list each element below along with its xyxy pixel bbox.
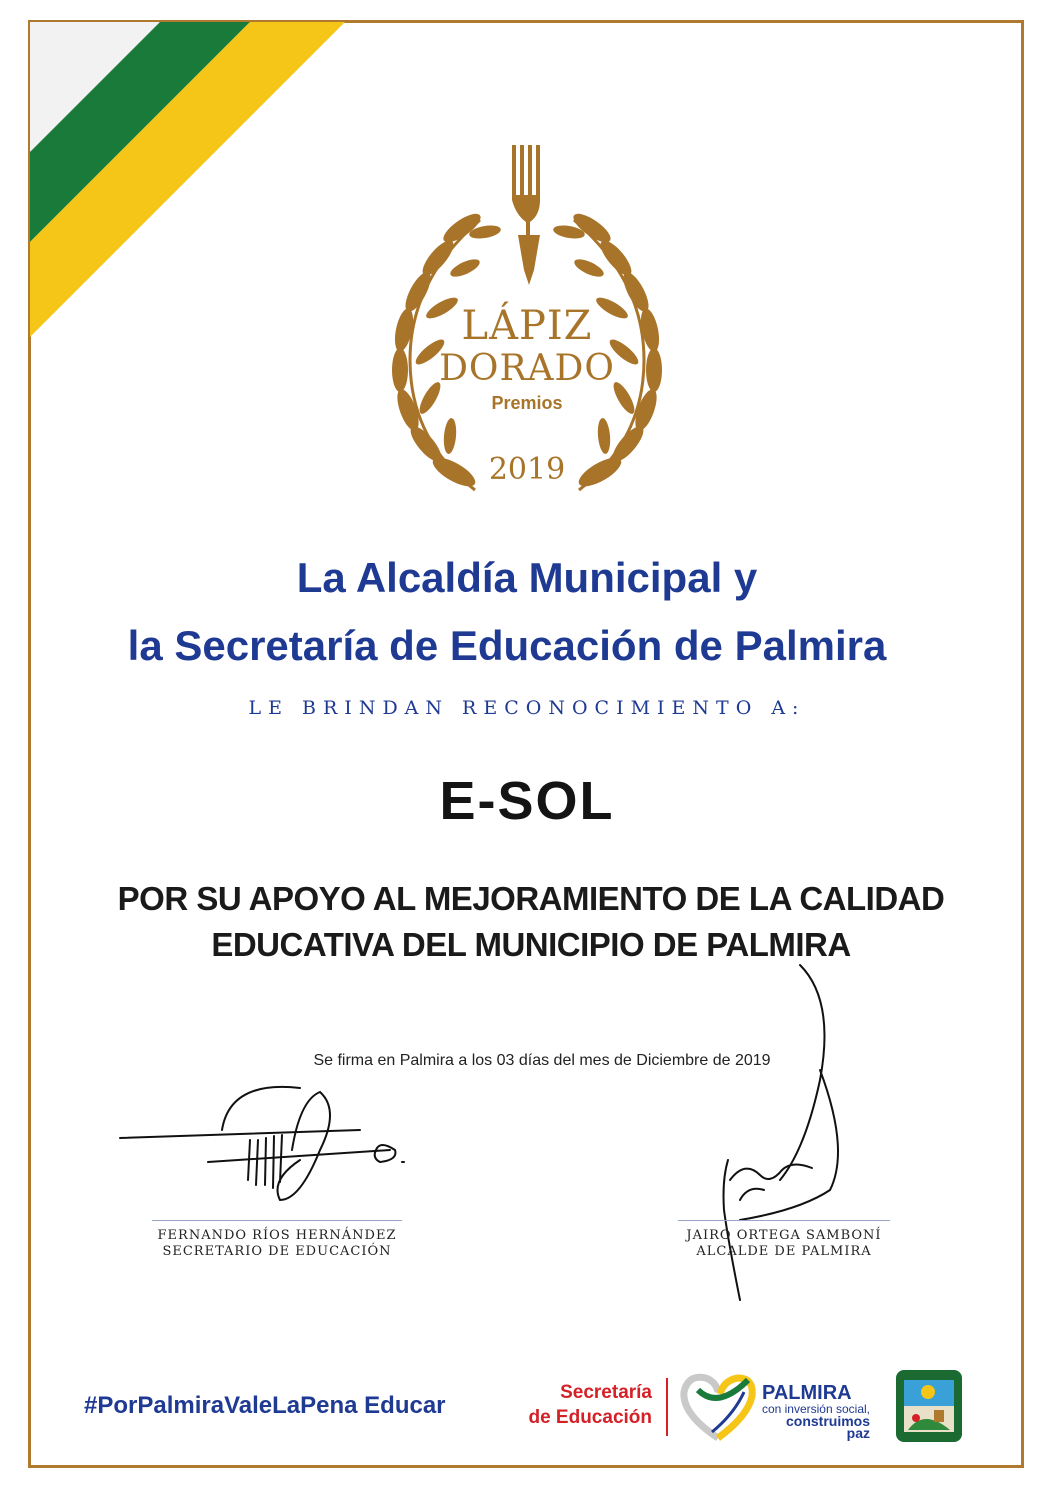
palmira-coat-of-arms-icon [894,1368,964,1444]
signatory-right [634,1228,934,1260]
recognition-intro: LE BRINDAN RECONOCIMIENTO A: [248,697,806,719]
award-year: 2019 [488,452,566,487]
secretaria-logo [516,1380,652,1430]
palmira-tagline-2: construimos paz [785,1413,870,1441]
signatory-right-name: JAIRO ORTEGA SAMBONÍ [686,1228,882,1243]
palmira-tagline-1: con inversión social, [761,1402,870,1416]
reason-line2: EDUCATIVA DEL MUNICIPIO DE PALMIRA [211,926,851,963]
signature-line-left [152,1220,402,1221]
signatory-right-role: ALCALDE DE PALMIRA [696,1244,872,1259]
hashtag: #PorPalmiraValeLaPena Educar [84,1392,446,1419]
signing-date: Se firma en Palmira a los 03 días del mes de Diciembre de 2019 [313,1052,771,1069]
lapiz-dorado-emblem [370,140,684,505]
reason-line1: POR SU APOYO AL MEJORAMIENTO DE LA CALIDAD [117,880,945,917]
signature-line-right [678,1220,890,1221]
palmira-heart-icon [678,1370,760,1442]
recipient-name: E-SOL [439,771,615,831]
heading-line2: la Secretaría de Educación de Palmira [127,622,887,669]
signatory-left-role: SECRETARIO DE EDUCACIÓN [162,1244,392,1259]
logo-divider [666,1378,668,1436]
heading-line1: La Alcaldía Municipal y [296,554,758,601]
signatory-left-name: FERNANDO RÍOS HERNÁNDEZ [157,1228,397,1243]
flag-stripes [0,0,360,420]
award-title-line1: LÁPIZ [461,303,593,349]
secretaria-line2: de Educación [528,1407,652,1428]
award-title-line2: DORADO [439,348,615,389]
fork-icon [512,145,540,235]
palmira-tagline [760,1403,870,1439]
award-subtitle: Premios [491,393,563,413]
secretaria-line1: Secretaría [560,1382,652,1403]
signatory-left [122,1228,432,1260]
palmira-brand: PALMIRA [762,1382,852,1404]
